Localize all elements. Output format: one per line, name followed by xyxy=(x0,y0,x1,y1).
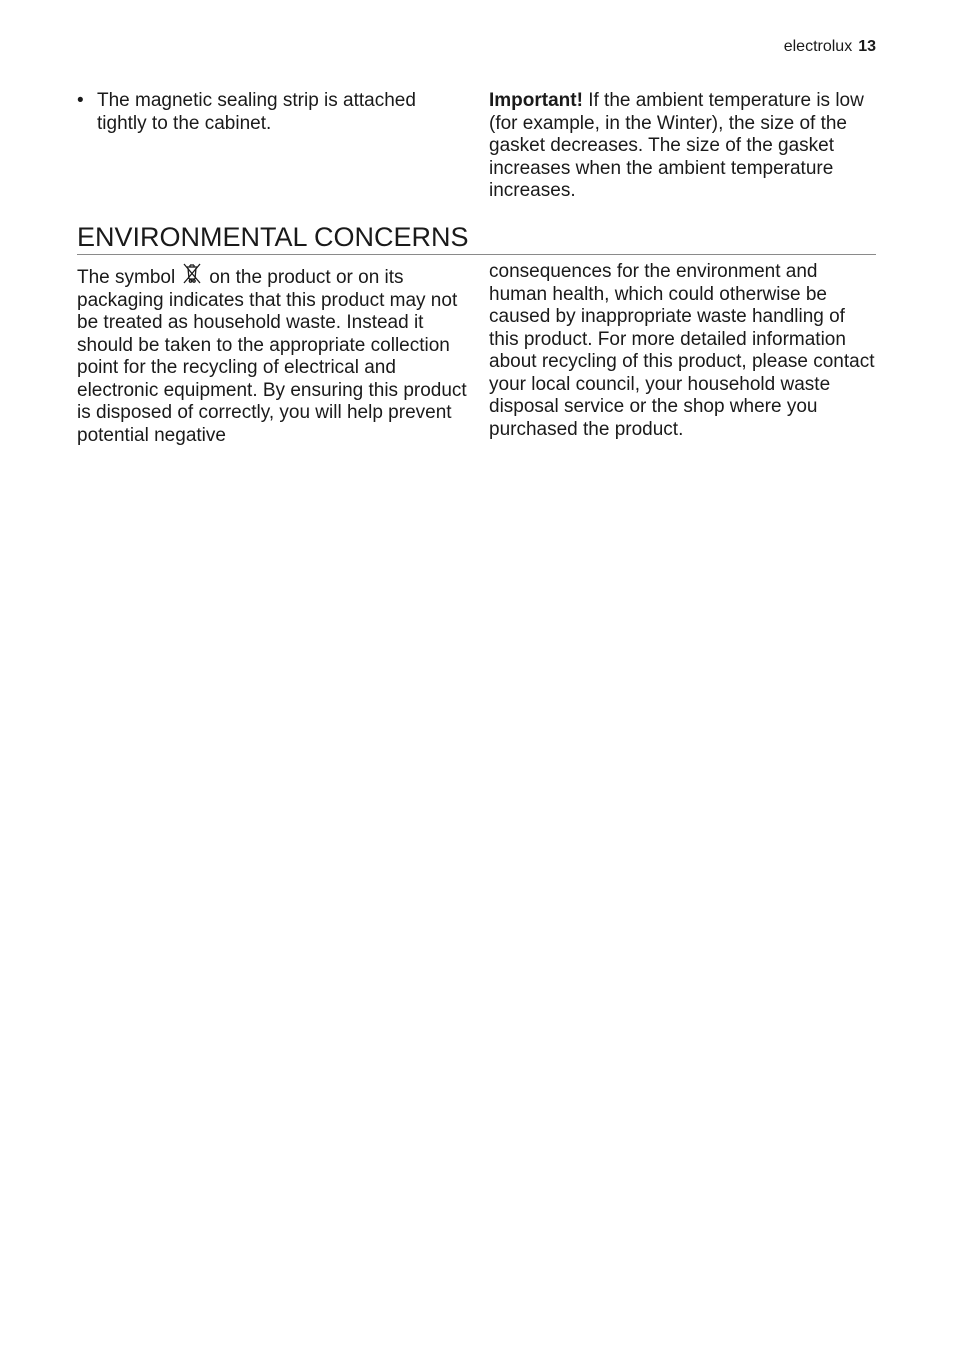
text-after-icon: on the product or on its packaging indicates that this product may not be treated as household waste. Instead it should be taken to the appropriate collection point for the recycling of electrical and electronic equipment. By ensuring this product is disposed of correctly, you will help prevent potential negative xyxy=(77,267,467,446)
page-number: 13 xyxy=(858,38,876,55)
running-header xyxy=(784,37,876,57)
environment-paragraph-right: consequences for the environment and human health, which could otherwise be caused by inappropriate waste handling of this product. For more detailed information about recycling of this product, please contact your local council, your household waste disposal service or the shop where you purchased the product. xyxy=(489,261,875,440)
top-right-column xyxy=(489,90,879,203)
important-label: Important! xyxy=(489,90,583,111)
section-heading: ENVIRONMENTAL CONCERNS xyxy=(77,220,876,255)
important-note xyxy=(489,90,879,203)
brand-name: electrolux xyxy=(783,38,853,55)
text-before-icon: The symbol xyxy=(77,267,176,288)
list-item xyxy=(77,90,467,135)
environment-right-column xyxy=(489,261,879,441)
environment-left-column xyxy=(77,262,467,447)
bullet-icon: • xyxy=(77,90,84,111)
top-left-column xyxy=(77,90,467,135)
important-text: If the ambient temperature is low (for example, in the Winter), the size of the gasket decreases. The size of the gasket increases when the ambient temperature increases. xyxy=(489,90,864,201)
crossed-out-wheelie-bin-icon xyxy=(181,262,203,286)
environment-paragraph-left xyxy=(77,262,467,447)
bullet-text: The magnetic sealing strip is attached tightly to the cabinet. xyxy=(97,90,416,134)
